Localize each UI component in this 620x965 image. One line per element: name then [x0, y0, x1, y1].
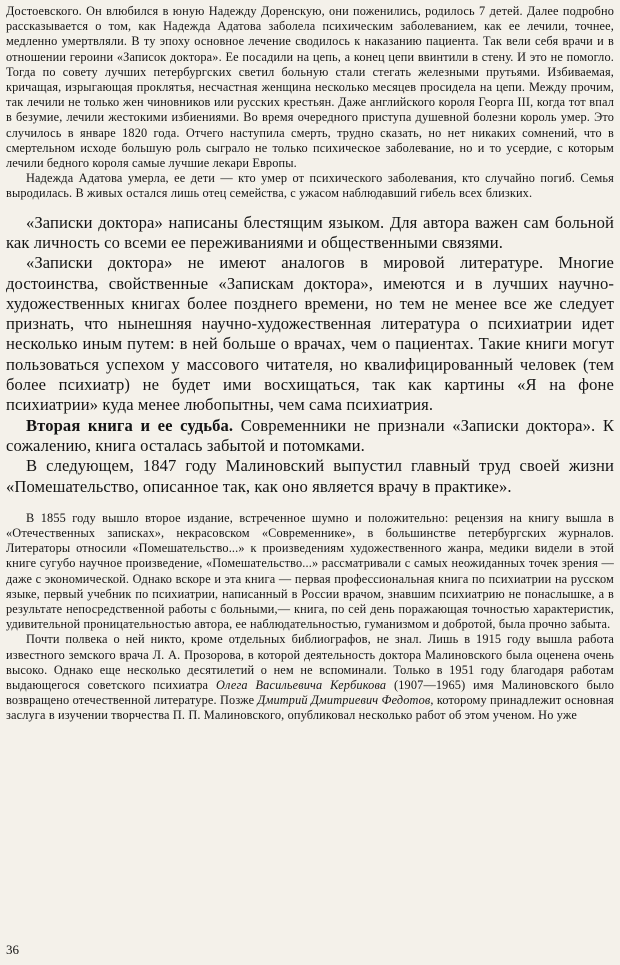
name-fedotov: Дмитрий Дмитриевич Федотов,	[257, 693, 434, 708]
paragraph-second-book	[6, 416, 614, 457]
section-heading-text: Современники не признали «Записки доктора». К сожалению, книга осталась забытой и потомками.	[6, 415, 614, 455]
paragraph-notes-unique: «Записки доктора» не имеют аналогов в мировой литературе. Многие достоинства, свойственные «Запискам доктора», имеются и в лучших научно-художественных книгах более позднего времени, но тем не менее все же следует признать, что нынешняя научно-художественная литература о психиатрии идет несколько иным путем: в ней больше о врачах, чем о пациентах. Такие книги могут пользоваться успехом у массового читателя, но квалифицированный человек (тем более психиатр) не будет ими восхищаться, так как картины «Я на фоне психиатрии» куда менее любопытны, чем сама психиатрия.	[6, 253, 614, 415]
section-heading: Вторая книга и ее судьба.	[26, 415, 234, 435]
text-run: (1907—1965) имя Малиновского было возвращено отечественной литературе. Позже	[6, 678, 615, 708]
text-run: которому принадлежит основная заслуга в изучении творчества П. П. Малиновского, опубликовал несколько работ об этом ученом. Но уже	[6, 693, 614, 723]
paragraph-main-work: В следующем, 1847 году Малиновский выпустил главный труд своей жизни «Помешательство, описанное так, как оно является врачу в практике».	[6, 456, 614, 496]
paragraph-second-edition: В 1855 году вышло второе издание, встреченное шумно и положительно: рецензия на книгу вышла в «Отечественных записках», некрасовском «Современнике», в большинстве петербургских журналов. Литераторы относили «Помешательство...» к произведениям художественного жанра, медики видели в этой книге сугубо научное произведение, «Помешательство...» рассматривали с самых неожиданных точек зрения — даже с экономической. Однако вскоре и эта книга — первая профессиональная книга по психиатрии на русском языке, первый учебник по психиатрии, написанный в России врачом, знавшим психиатрию не понаслышке, а в результате непосредственной работы с больными,— книга, по сей день поражающая точностью характеристик, удивительной проницательностью автора, ее наблюдательностью, гуманизмом и добротой, была прочно забыта.	[6, 510, 614, 632]
paragraph-family-fate: Надежда Адатова умерла, ее дети — кто умер от психического заболевания, кто случайно погиб. Семья выродилась. В живых остался лишь отец семейства, с ужасом наблюдавший гибель всех близких.	[6, 171, 614, 201]
paragraph-notes-language: «Записки доктора» написаны блестящим языком. Для автора важен сам больной как личность со всеми ее переживаниями и общественными связями.	[6, 212, 614, 252]
text-run: Почти полвека о ней никто, кроме отдельных библиографов, не знал. Лишь в 1915 году вышла работа известного земского врача Л. А. Прозорова, в которой деятельность доктора Малиновского была оценена очень высоко. Однако еще несколько десятилетий о нем не вспоминали. Только в 1951 году благодаря работам выдающегося советского психиатра	[6, 632, 614, 693]
paragraph-adatova-story: Достоевского. Он влюбился в юную Надежду Доренскую, они поженились, родилось 7 детей. Далее подробно рассказывается о том, как Надежда Адатова заболела психическим заболеванием, как ее лечили, точнее, медленно умертвляли. В ту эпоху основное лечение сводилось к наказанию пациента. Так вели себя врачи и в отношении героини «Записок доктора». Ее посадили на цепь, а конец цепи ввинтили в стену. И это не помогло. Тогда по совету лучших петербургских светил больную стали стегать железными прутьями. Избиваемая, кричащая, изрыгающая проклятья, несчастная женщина несколько месяцев просидела на цепи. Между прочим, так лечили не только жен чиновников или русских крестьян. Даже английского короля Георга III, когда тот впал в безумие, лечили жестокими избиениями. Во время очередного приступа душевной болезни король умер. Это случилось в январе 1820 года. Отчего наступила смерть, трудно сказать, но нет никаких сомнений, что в смертельном исходе большую роль сыграло не только психическое заболевание, но и то усердие, с которым лечили бедного короля самые лучшие лекари Европы.	[6, 4, 614, 171]
page-number: 36	[6, 942, 19, 957]
name-kerbikov: Олега Васильевича Кербикова	[215, 678, 387, 693]
paragraph-forgotten	[6, 632, 614, 723]
